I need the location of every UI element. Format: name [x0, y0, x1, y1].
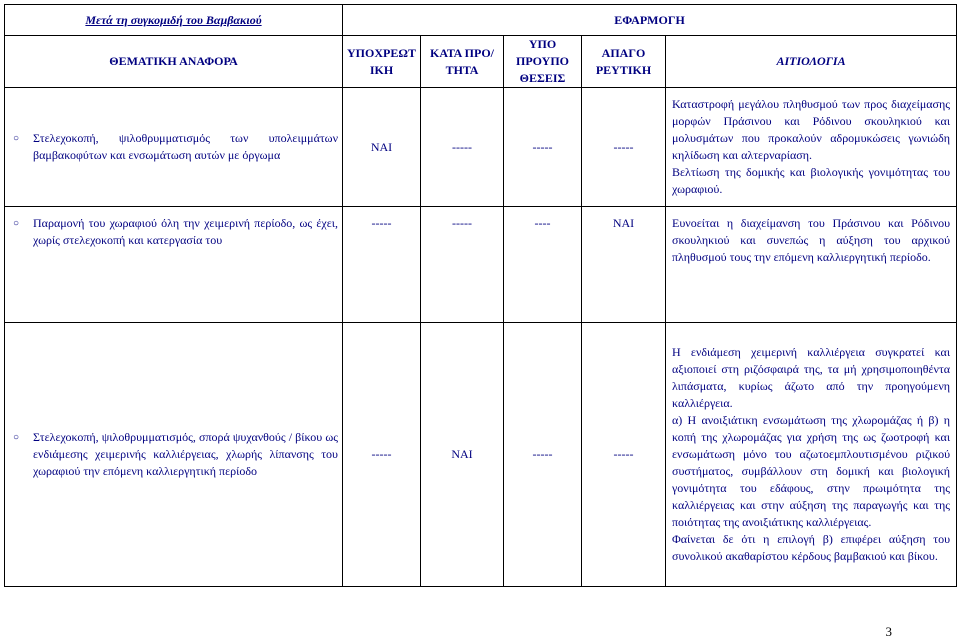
forbidden-value: ΝΑΙ — [582, 207, 666, 323]
recommended-value: ----- — [421, 88, 504, 207]
conditional-value: ----- — [504, 323, 582, 587]
method-text: Στελεχοκοπή, ψιλοθρυμματισμός των υπολειμμάτων βαμβακοφύτων και ενσωμάτωση αυτών με όργωμα — [33, 131, 338, 162]
method-text: Στελεχοκοπή, ψιλοθρυμματισμός, σπορά ψυχανθούς / βίκου ως ενδιάμεσης χειμερινής καλλιέργειας, χλωρής λίπανσης του χωραφιού την επόμενη καλλιεργητική περίοδο — [33, 430, 338, 478]
table-row — [5, 88, 957, 207]
method-cell — [5, 207, 343, 323]
table-row — [5, 323, 957, 587]
method-cell — [5, 323, 343, 587]
col-mandatory: ΥΠΟΧΡΕΩΤ ΙΚΗ — [343, 36, 421, 88]
rationale-paragraph: Καταστροφή μεγάλου πληθυσμού των προς διαχείμασης μορφών Πράσινου και Ρόδινου σκουληκιού και μολυσμάτων που προκαλούν αδρομυκώσεις γωνιώδη κηλίδωση και αλτερναρίαση. — [672, 97, 951, 162]
bullet-icon: ○ — [13, 432, 20, 443]
page-number: 3 — [885, 624, 892, 639]
rationale-cell — [666, 88, 957, 207]
bullet-icon: ○ — [13, 133, 20, 144]
col-conditional: ΥΠΟ ΠΡΟΥΠΟ ΘΕΣΕΙΣ — [504, 36, 582, 88]
mandatory-value: ----- — [343, 207, 421, 323]
rationale-paragraph: Η ενδιάμεση χειμερινή καλλιέργεια συγκρατεί και αξιοποιεί στη ριζόσφαιρά της, τα μή χρησιμοποιηθέντα λιπάσματα, κυρίως άζωτο από την προηγούμενη καλλιέργεια. — [672, 345, 951, 410]
table-row — [5, 207, 957, 323]
practice-table — [4, 4, 957, 587]
conditional-value: ---- — [504, 207, 582, 323]
method-text: Παραμονή του χωραφιού όλη την χειμερινή περίοδο, ως έχει, χωρίς στελεχοκοπή και κατεργασία του — [33, 216, 338, 247]
rationale-paragraph: α) Η ανοιξιάτικη ενσωμάτωση της χλωρομάζας ή β) η κοπή της χλωρομάζας για χρήση της ως ζωοτροφή και ενσωμάτωση μόνο του αζωτοεμπλουτισμένου ριζικού συστήματος, συμβάλλουν στη δομική και βιολογική γονιμότητα του εδάφους, στην πρωιμότητα της καλλιέργειας και στην αύξηση της παραγωγής και της ποιότητας της ανοιξιάτικης καλλιέργειας. — [672, 413, 951, 529]
rationale-paragraph: Ευνοείται η διαχείμανση του Πράσινου και Ρόδινου σκουληκιού και συνεπώς η αύξηση του αρχικού πληθυσμού τους την επόμενη καλλιεργητική περίοδο. — [672, 216, 951, 264]
recommended-value: ----- — [421, 207, 504, 323]
mandatory-value: ----- — [343, 323, 421, 587]
col-rationale: ΑΙΤΙΟΛΟΓΙΑ — [666, 36, 957, 88]
conditional-value: ----- — [504, 88, 582, 207]
section-title: Μετά τη συγκομιδή του Βαμβακιού — [5, 5, 343, 36]
col-forbidden: ΑΠΑΓΟ ΡΕΥΤΙΚΗ — [582, 36, 666, 88]
application-header: ΕΦΑΡΜΟΓΗ — [343, 5, 957, 36]
recommended-value: ΝΑΙ — [421, 323, 504, 587]
mandatory-value: ΝΑΙ — [343, 88, 421, 207]
method-cell — [5, 88, 343, 207]
col-recommended: ΚΑΤΑ ΠΡΟ/ΤΗΤΑ — [421, 36, 504, 88]
rationale-cell — [666, 207, 957, 323]
forbidden-value: ----- — [582, 88, 666, 207]
col-thematic: ΘΕΜΑΤΙΚΗ ΑΝΑΦΟΡΑ — [5, 36, 343, 88]
rationale-cell — [666, 323, 957, 587]
forbidden-value: ----- — [582, 323, 666, 587]
bullet-icon: ○ — [13, 218, 20, 229]
rationale-paragraph: Φαίνεται δε ότι η επιλογή β) επιφέρει αύξηση του συνολικού ακαθαρίστου κέρδους βαμβακιού και βίκου. — [672, 532, 951, 563]
rationale-paragraph: Βελτίωση της δομικής και βιολογικής γονιμότητας του χωραφιού. — [672, 165, 951, 196]
